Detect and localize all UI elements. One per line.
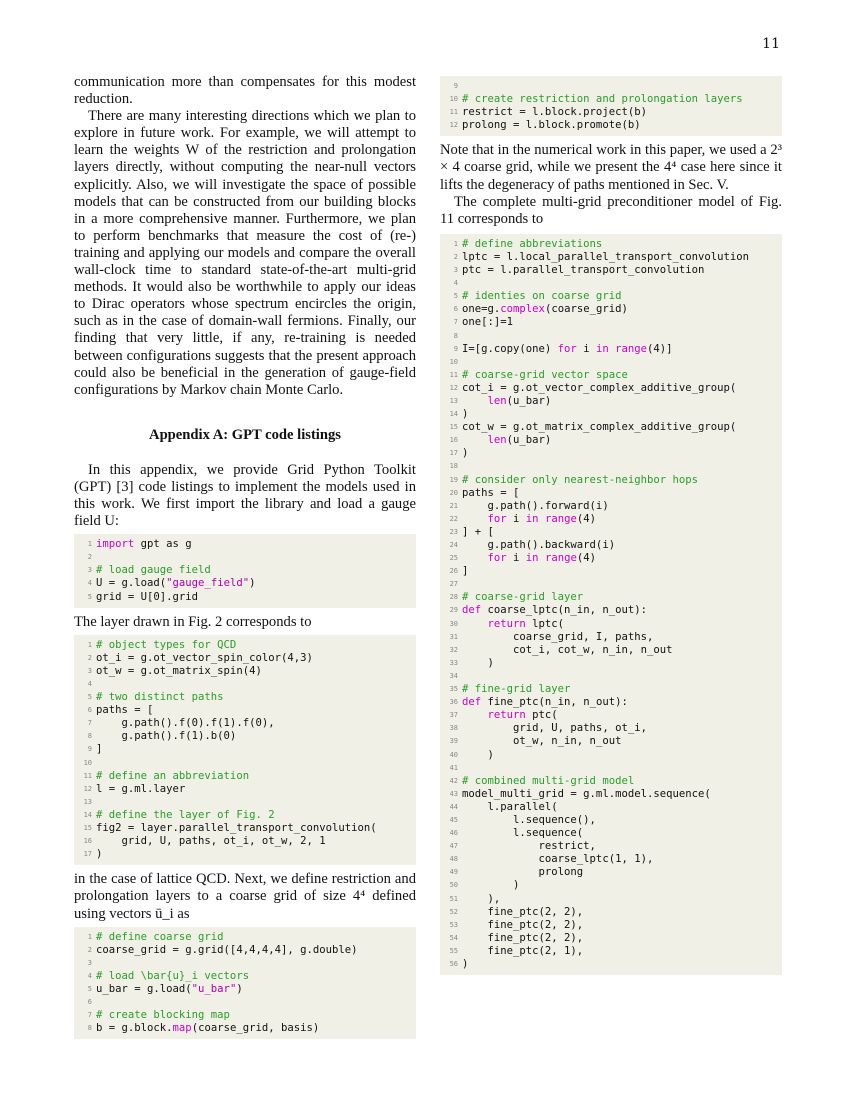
code-text: fine_ptc(2, 2), — [462, 918, 584, 931]
code-text: # define an abbreviation — [96, 769, 250, 782]
code-text: prolong — [462, 866, 584, 879]
code-line — [74, 757, 412, 770]
code-line — [440, 395, 778, 408]
line-number: 2 — [453, 252, 458, 261]
code-text: # coarse-grid vector space — [462, 368, 628, 381]
line-number: 33 — [449, 658, 458, 667]
code-text: g.path().f(1).b(0) — [96, 730, 237, 743]
line-number: 44 — [449, 802, 458, 811]
code-text: prolong = l.block.promote(b) — [462, 119, 641, 132]
line-number: 22 — [449, 514, 458, 523]
code-line — [440, 93, 778, 106]
code-line — [440, 919, 778, 932]
line-number: 52 — [449, 907, 458, 916]
code-line — [74, 591, 412, 604]
code-line — [440, 526, 778, 539]
code-line — [74, 770, 412, 783]
code-text: len(u_bar) — [487, 394, 552, 407]
line-number: 10 — [449, 95, 458, 104]
line-number: 3 — [87, 566, 92, 575]
line-number: 1 — [453, 239, 458, 248]
code-listing — [74, 534, 416, 607]
line-number: 10 — [83, 758, 92, 767]
code-line — [440, 343, 778, 356]
line-number: 34 — [449, 671, 458, 680]
line-number: 11 — [449, 108, 458, 117]
code-line — [440, 264, 778, 277]
code-line — [440, 421, 778, 434]
code-line — [440, 618, 778, 631]
line-number: 13 — [449, 396, 458, 405]
line-number: 8 — [87, 732, 92, 741]
code-line — [440, 814, 778, 827]
code-line — [440, 670, 778, 683]
code-listing — [74, 635, 416, 866]
code-line — [440, 356, 778, 369]
line-number: 1 — [87, 540, 92, 549]
code-text: # fine-grid layer — [462, 683, 571, 696]
line-number: 12 — [449, 383, 458, 392]
code-line — [74, 577, 412, 590]
line-number: 1 — [87, 932, 92, 941]
code-line — [440, 382, 778, 395]
line-number: 5 — [87, 693, 92, 702]
line-number: 15 — [449, 423, 458, 432]
line-number: 36 — [449, 698, 458, 707]
code-text: # two distinct paths — [96, 691, 224, 704]
right-column — [440, 74, 782, 981]
line-number: 51 — [449, 894, 458, 903]
code-line — [440, 513, 778, 526]
line-number: 54 — [449, 933, 458, 942]
code-line — [440, 539, 778, 552]
line-number: 5 — [87, 984, 92, 993]
line-number: 2 — [87, 553, 92, 562]
line-number: 14 — [449, 410, 458, 419]
code-line — [74, 717, 412, 730]
code-text: len(u_bar) — [487, 434, 552, 447]
line-number: 53 — [449, 920, 458, 929]
line-number: 11 — [449, 370, 458, 379]
line-number: 4 — [87, 971, 92, 980]
code-line — [74, 931, 412, 944]
code-text: for i in range(4) — [487, 552, 596, 565]
code-text: coarse_grid = g.grid([4,4,4,4], g.double) — [96, 943, 358, 956]
code-line — [440, 853, 778, 866]
code-text: ) — [462, 958, 469, 970]
code-text: # consider only nearest-neighbor hops — [462, 473, 698, 486]
code-text: l.sequence(), — [462, 813, 596, 826]
code-line — [74, 835, 412, 848]
code-text: return lptc( — [487, 617, 565, 630]
line-number: 14 — [83, 810, 92, 819]
line-number: 23 — [449, 527, 458, 536]
code-line — [440, 709, 778, 722]
line-number: 6 — [453, 305, 458, 314]
line-number: 56 — [449, 960, 458, 968]
code-line — [74, 1009, 412, 1022]
left-column — [74, 74, 416, 1045]
code-text: l.parallel( — [462, 800, 558, 813]
code-line — [440, 106, 778, 119]
code-line — [440, 657, 778, 670]
code-line — [440, 474, 778, 487]
code-text: # define coarse grid — [96, 930, 224, 943]
code-text: grid, U, paths, ot_i, — [462, 722, 647, 735]
page-number: 11 — [762, 36, 780, 52]
code-text: ) — [462, 447, 469, 460]
code-line — [440, 644, 778, 657]
code-line — [440, 119, 778, 132]
line-number: 55 — [449, 946, 458, 955]
code-text: ) — [96, 848, 103, 861]
code-line — [74, 564, 412, 577]
code-text: g.path().f(0).f(1).f(0), — [96, 717, 275, 730]
line-number: 8 — [453, 331, 458, 340]
paragraph: The layer drawn in Fig. 2 corresponds to — [74, 613, 312, 630]
code-line — [74, 944, 412, 957]
paragraph: There are many interesting directions which we plan to explore in future work. For example, we will attempt to learn the weights W of the restriction and prolongation layers directly, without computing the near-null vectors explicitly. Also, we will investigate the space of possible models that can be constructed from our building blocks in a more comprehensive manner. Furthermore, we plan to perform benchmarks that measure the cost of (re-) training and applying our models and compare the overall wall-clock time to standard state-of-the-art multi-grid methods. It would also be worthwhile to apply our ideas to Dirac operators whose spectrum encircles the origin, such as in the case of domain-wall fermions. Finally, our finding that very little, if any, re-training is needed between configurations suggests that the present approach could also be beneficial in the generation of gauge-field configurations by Markov chain Monte Carlo. — [74, 108, 416, 398]
code-text: ] — [462, 565, 469, 578]
line-number: 3 — [87, 958, 92, 967]
line-number: 6 — [87, 706, 92, 715]
code-line — [74, 639, 412, 652]
code-text: fine_ptc(2, 2), — [462, 905, 584, 918]
code-text: paths = [ — [462, 486, 520, 499]
code-text: # load \bar{u}_i vectors — [96, 969, 250, 982]
line-number: 17 — [449, 449, 458, 458]
line-number: 9 — [453, 344, 458, 353]
code-text: ), — [462, 892, 501, 905]
line-number: 49 — [449, 868, 458, 877]
line-number: 27 — [449, 580, 458, 589]
code-line — [440, 369, 778, 382]
line-number: 7 — [87, 1011, 92, 1020]
code-line — [74, 783, 412, 796]
code-text: # define the layer of Fig. 2 — [96, 808, 275, 821]
line-number: 8 — [87, 1024, 92, 1033]
code-line — [440, 460, 778, 473]
code-line — [440, 447, 778, 460]
code-line — [440, 827, 778, 840]
code-line — [74, 957, 412, 970]
code-text: # create blocking map — [96, 1009, 230, 1022]
line-number: 38 — [449, 724, 458, 733]
line-number: 9 — [87, 745, 92, 754]
line-number: 39 — [449, 737, 458, 746]
code-line — [74, 983, 412, 996]
code-text: # object types for QCD — [96, 638, 237, 651]
line-number: 47 — [449, 842, 458, 851]
code-line — [440, 565, 778, 578]
code-text: ot_w = g.ot_matrix_spin(4) — [96, 664, 262, 677]
line-number: 43 — [449, 789, 458, 798]
code-line — [74, 848, 412, 861]
line-number: 4 — [87, 680, 92, 688]
code-text: g.path().backward(i) — [462, 539, 616, 551]
code-line — [440, 788, 778, 801]
code-text: import gpt as g — [96, 538, 192, 551]
code-text: ] — [96, 743, 103, 756]
code-text: model_multi_grid = g.ml.model.sequence( — [462, 787, 711, 800]
code-text: one=g.complex(coarse_grid) — [462, 303, 628, 316]
code-text: # identies on coarse grid — [462, 290, 622, 303]
code-text: paths = [ — [96, 704, 154, 717]
code-line — [440, 683, 778, 696]
code-text: fine_ptc(2, 1), — [462, 944, 584, 957]
code-line — [74, 1022, 412, 1035]
code-text: return ptc( — [487, 709, 558, 722]
code-line — [74, 704, 412, 717]
paragraph: communication more than compensates for this modest reduction. — [74, 74, 416, 108]
code-text: def coarse_lptc(n_in, n_out): — [462, 604, 647, 617]
line-number: 1 — [87, 640, 92, 649]
code-line — [440, 487, 778, 500]
code-line — [74, 678, 412, 691]
code-text: fig2 = layer.parallel_transport_convolution( — [96, 822, 377, 835]
code-line — [440, 749, 778, 762]
code-line — [74, 691, 412, 704]
code-line — [440, 277, 778, 290]
code-text: # define abbreviations — [462, 237, 603, 250]
line-number: 7 — [87, 719, 92, 728]
line-number: 17 — [83, 850, 92, 859]
line-number: 4 — [87, 579, 92, 588]
code-line — [74, 796, 412, 809]
line-number: 3 — [453, 266, 458, 275]
code-listing — [440, 234, 782, 975]
code-text: ) — [462, 408, 469, 421]
code-line — [440, 775, 778, 788]
line-number: 12 — [449, 121, 458, 130]
code-text: cot_i = g.ot_vector_complex_additive_group( — [462, 381, 737, 394]
code-line — [440, 722, 778, 735]
code-line — [74, 538, 412, 551]
line-number: 28 — [449, 593, 458, 602]
line-number: 42 — [449, 776, 458, 785]
line-number: 35 — [449, 685, 458, 694]
line-number: 24 — [449, 541, 458, 549]
line-number: 30 — [449, 619, 458, 628]
code-line — [440, 552, 778, 565]
code-line — [440, 945, 778, 958]
line-number: 19 — [449, 475, 458, 484]
code-line — [440, 578, 778, 591]
code-line — [440, 330, 778, 343]
code-text: ) — [462, 656, 494, 669]
line-number: 13 — [83, 797, 92, 806]
code-line — [440, 238, 778, 251]
code-text: grid = U[0].grid — [96, 590, 199, 603]
code-line — [440, 290, 778, 303]
line-number: 37 — [449, 711, 458, 720]
code-line — [440, 434, 778, 447]
paragraph: The complete multi-grid preconditioner model of Fig. 11 corresponds to — [440, 193, 782, 227]
line-number: 6 — [87, 998, 92, 1007]
line-number: 5 — [453, 292, 458, 301]
line-number: 46 — [449, 829, 458, 838]
code-line — [440, 801, 778, 814]
code-text: coarse_grid, I, paths, — [462, 630, 654, 643]
code-listing — [74, 927, 416, 1040]
line-number: 16 — [83, 837, 92, 846]
code-line — [440, 893, 778, 906]
code-text: grid, U, paths, ot_i, ot_w, 2, 1 — [96, 835, 326, 848]
code-text: cot_i, cot_w, n_in, n_out — [462, 643, 673, 656]
line-number: 32 — [449, 645, 458, 654]
line-number: 2 — [87, 653, 92, 662]
line-number: 21 — [449, 501, 458, 510]
code-text: # coarse-grid layer — [462, 591, 584, 604]
code-line — [74, 822, 412, 835]
line-number: 7 — [453, 318, 458, 327]
code-text: u_bar = g.load("u_bar") — [96, 982, 243, 995]
code-text: b = g.block.map(coarse_grid, basis) — [96, 1022, 320, 1035]
code-text: I=[g.copy(one) for i in range(4)] — [462, 342, 673, 355]
line-number: 9 — [453, 82, 458, 90]
code-line — [440, 762, 778, 775]
code-line — [440, 958, 778, 971]
code-line — [440, 735, 778, 748]
code-line — [440, 840, 778, 853]
code-line — [74, 665, 412, 678]
line-number: 41 — [449, 763, 458, 772]
code-text: U = g.load("gauge_field") — [96, 577, 256, 590]
code-text: g.path().forward(i) — [462, 499, 609, 512]
line-number: 25 — [449, 554, 458, 563]
code-text: lptc = l.local_parallel_transport_convolution — [462, 250, 750, 263]
line-number: 29 — [449, 606, 458, 615]
code-text: restrict, — [462, 840, 596, 853]
appendix-heading: Appendix A: GPT code listings — [149, 426, 341, 443]
line-number: 40 — [449, 750, 458, 759]
code-text: ot_w, n_in, n_out — [462, 735, 622, 748]
line-number: 15 — [83, 824, 92, 833]
code-text: # combined multi-grid model — [462, 774, 635, 787]
code-line — [440, 906, 778, 919]
code-text: ptc = l.parallel_transport_convolution — [462, 264, 705, 277]
code-line — [440, 932, 778, 945]
code-line — [440, 604, 778, 617]
line-number: 16 — [449, 436, 458, 445]
code-line — [74, 970, 412, 983]
code-line — [440, 866, 778, 879]
line-number: 20 — [449, 488, 458, 497]
line-number: 45 — [449, 815, 458, 824]
line-number: 5 — [87, 592, 92, 601]
code-line — [440, 408, 778, 421]
line-number: 26 — [449, 567, 458, 576]
code-line — [440, 251, 778, 264]
code-line — [440, 303, 778, 316]
line-number: 2 — [87, 945, 92, 954]
code-line — [74, 652, 412, 665]
code-text: ot_i = g.ot_vector_spin_color(4,3) — [96, 651, 313, 664]
code-line — [440, 591, 778, 604]
paragraph: in the case of lattice QCD. Next, we define restriction and prolongation layers to a coarse grid of size 4⁴ defined using vectors ū_i as — [74, 871, 416, 922]
code-line — [440, 316, 778, 329]
code-line — [74, 730, 412, 743]
code-text: coarse_lptc(1, 1), — [462, 853, 654, 866]
line-number: 10 — [449, 357, 458, 366]
code-text: for i in range(4) — [487, 512, 596, 525]
code-text: one[:]=1 — [462, 316, 514, 329]
code-line — [74, 809, 412, 822]
line-number: 12 — [83, 784, 92, 793]
line-number: 4 — [453, 279, 458, 288]
paragraph: Note that in the numerical work in this paper, we used a 2³ × 4 coarse grid, while we present the 4⁴ case here since it lifts the degeneracy of paths mentioned in Sec. V. — [440, 142, 782, 193]
code-text: l = g.ml.layer — [96, 782, 186, 795]
line-number: 18 — [449, 462, 458, 471]
code-text: restrict = l.block.project(b) — [462, 106, 647, 119]
code-line — [74, 743, 412, 756]
code-text: ) — [462, 879, 520, 892]
code-line — [440, 631, 778, 644]
code-line — [440, 879, 778, 892]
line-number: 50 — [449, 881, 458, 890]
code-line — [440, 80, 778, 93]
code-line — [74, 551, 412, 564]
code-text: # create restriction and prolongation layers — [462, 93, 743, 106]
code-text: ] + [ — [462, 525, 494, 538]
line-number: 31 — [449, 632, 458, 641]
line-number: 11 — [83, 771, 92, 780]
code-text: def fine_ptc(n_in, n_out): — [462, 696, 628, 709]
code-text: # load gauge field — [96, 564, 211, 577]
code-line — [440, 500, 778, 513]
line-number: 48 — [449, 855, 458, 864]
code-text: cot_w = g.ot_matrix_complex_additive_group( — [462, 421, 737, 434]
code-listing — [440, 76, 782, 136]
code-text: ) — [462, 748, 494, 761]
code-text: fine_ptc(2, 2), — [462, 931, 584, 944]
paragraph: In this appendix, we provide Grid Python Toolkit (GPT) [3] code listings to implement the models used in this work. We first import the library and load a gauge field U: — [74, 461, 416, 530]
code-text: l.sequence( — [462, 827, 584, 840]
code-line — [440, 696, 778, 709]
line-number: 3 — [87, 666, 92, 675]
code-line — [74, 996, 412, 1009]
